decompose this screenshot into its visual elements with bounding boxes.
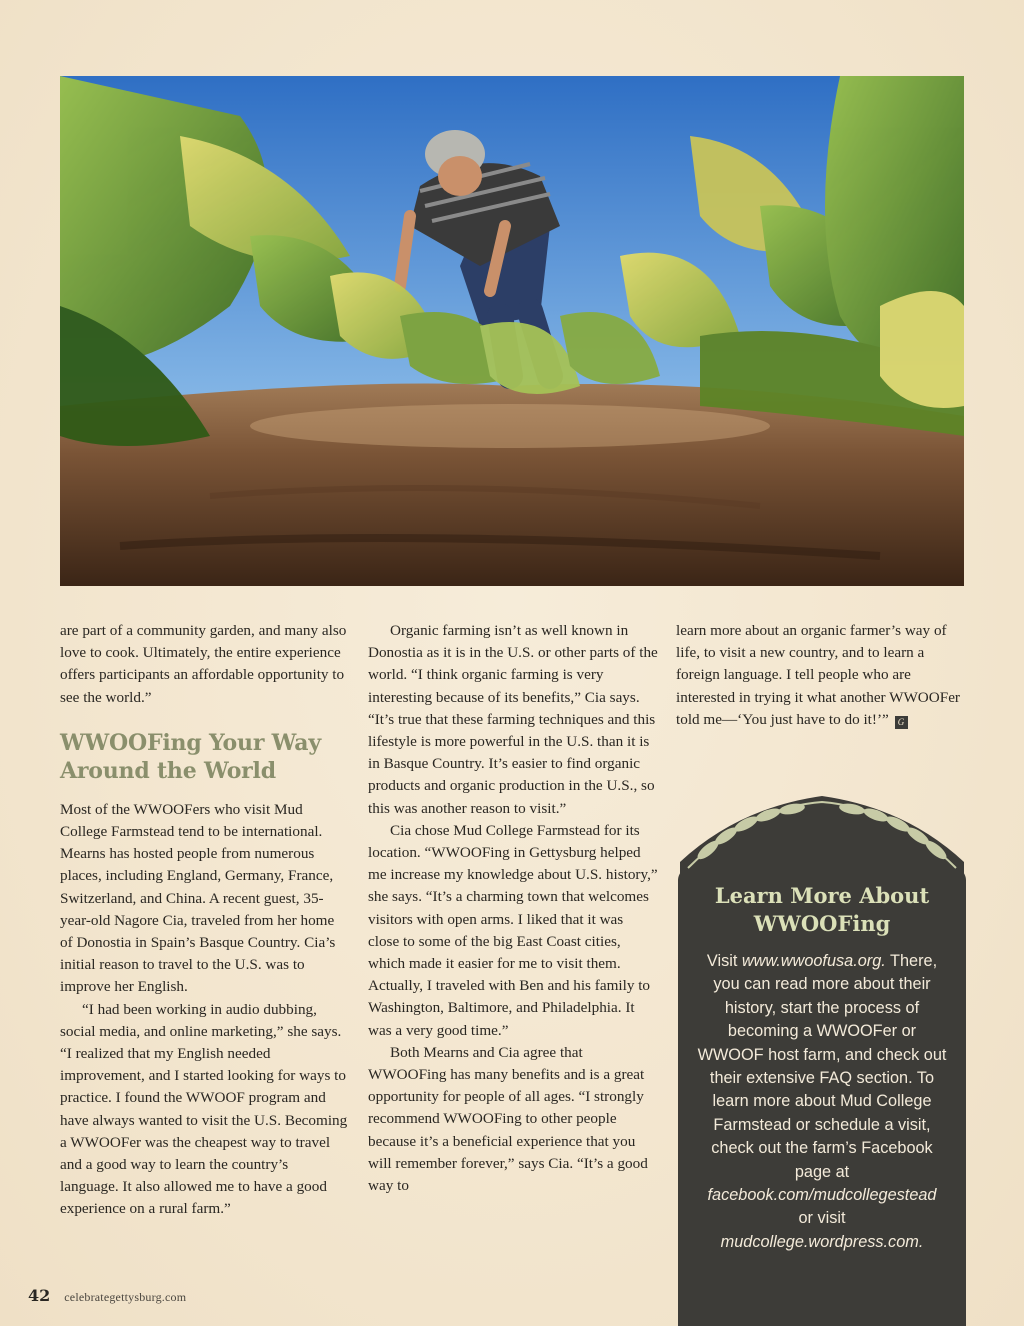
wheat-wreath-icon [678,788,966,878]
farmer-in-bean-field-illustration [60,76,964,586]
or-visit-text: or visit [798,1209,846,1228]
wordpress-link[interactable]: mudcollege.wordpress.com. [720,1232,924,1251]
page-footer [28,1286,186,1306]
sidebar-title-line-2: WWOOFing [753,911,891,936]
facebook-link[interactable]: facebook.com/mudcollegestead [707,1186,937,1205]
closing-text: learn more about an organic farmer’s way of life, to visit a new country, and to learn a foreign language. I tell people who are interested in trying it what another WWOOFer told me—‘You just have to do it!’” [676,622,960,728]
article-column-1 [60,620,350,1221]
section-subhead [60,729,350,785]
learn-more-sidebar [678,788,966,1326]
paragraph: Most of the WWOOFers who visit Mud College Farmstead tend to be international. Mearns has hosted people from numerous places, including England, Germany, France, Switzerland, and China. A recent guest, 35-year-old Nagore Cia, traveled from her home of Donostia in Spain’s Basque Country. Cia’s initial reason to travel to the U.S. was to improve her English. [60,800,336,996]
paragraph: Both Mearns and Cia agree that WWOOFing has many benefits and is a great opportunity for people of all ages. “I strongly recommend WWOOFing to other people because it’s a beneficial experience that you will remember forever,” says Cia. “It’s a good way to [368,1043,648,1195]
paragraph: “I had been working in audio dubbing, social media, and online marketing,” she says. “I realized that my English needed improvement, and I started looking for ways to practice. I found the WWOOF program and have always wanted to visit the U.S. Becoming a WWOOFer was the cheapest way to travel and a good way to learn the country’s language. It also allowed me to have a good experience on a rural farm.” [60,1000,348,1218]
wwoofusa-link[interactable]: www.wwoofusa.org. [741,952,886,970]
visit-prefix: Visit [706,952,742,970]
end-mark-icon: G [895,716,908,729]
sidebar-panel [678,840,966,1326]
paragraph: are part of a community garden, and many also love to cook. Ultimately, the entire experience offers participants an affordable opportunity to see the world.” [60,622,347,706]
sidebar-body-text-2: To learn more about Mud College Farmstead or schedule a visit, check out the farm’s Facebook page at [711,1069,935,1181]
article-column-2 [368,620,658,1197]
subhead-line-1: WWOOFing Your Way [60,729,321,756]
paragraph [676,620,961,731]
paragraph: Cia chose Mud College Farmstead for its location. “WWOOFing in Gettysburg helped me increase my knowledge about U.S. history,” she says. “It’s a charming town that welcomes visitors with open arms. I liked that it was close to some of the big East Coast cities, which made it easier for me to visit them. Actually, I traveled with Ben and his family to Washington, Baltimore, and Philadelphia. It was a very good time.” [368,821,658,1039]
sidebar-title [678,882,966,938]
farm-photo [60,76,964,586]
paragraph: Organic farming isn’t as well known in Donostia as it is in the U.S. or other parts of the world. “I think organic farming is very interesting because of its benefits,” Cia says. “It’s true that these farming techniques and this lifestyle is more powerful in the U.S. than it is in Basque Country. It’s easier to find organic products and organic production in the U.S., so this was another reason to visit.” [368,622,658,817]
sidebar-body [678,950,966,1254]
subhead-line-2: Around the World [60,757,276,784]
sidebar-body-text-1: There, you can read more about their history, start the process of becoming a WWOOFer or WWOOF host farm, and check out their extensive FAQ section. [697,952,947,1088]
site-url: celebrategettysburg.com [64,1290,187,1304]
article-column-3 [676,620,961,731]
sidebar-title-line-1: Learn More About [714,883,930,908]
page-number: 42 [28,1286,51,1305]
